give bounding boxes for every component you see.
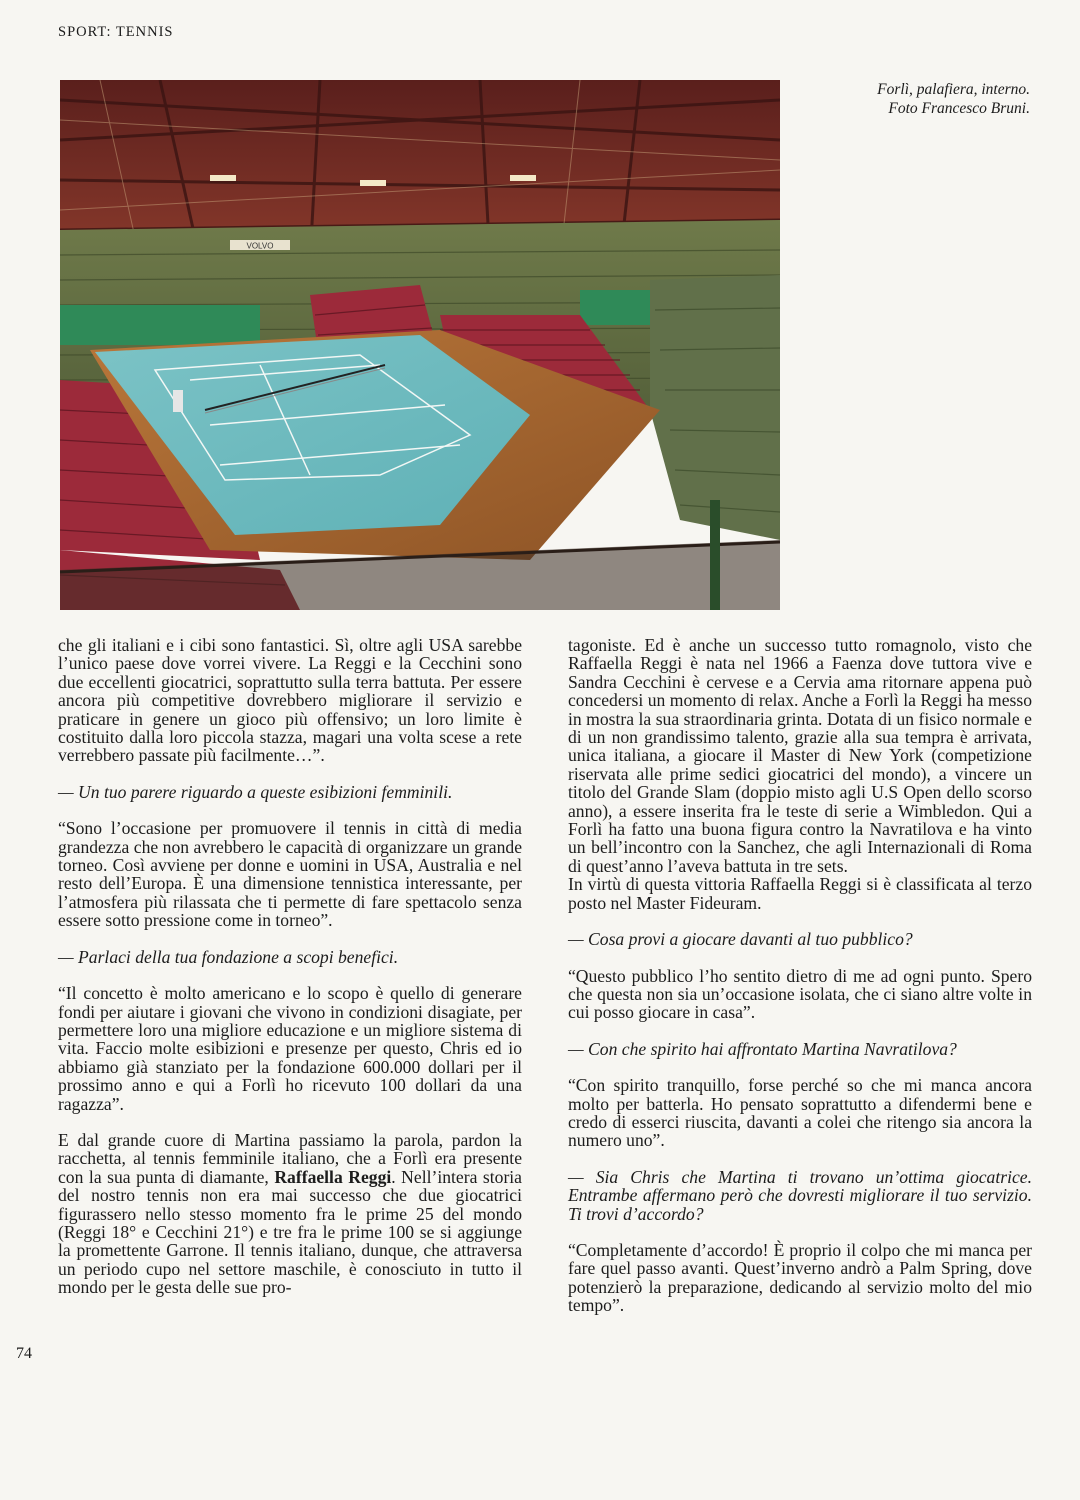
left-paragraph-2: “Sono l’occasione per promuovere il tennis in città di media grandezza che non avrebbero le capacità di organizzare un grande torneo. Così avviene per donne e uomini in USA, Australia e nel resto dell’Europa. È una dimensione tennistica interessante, per l’atmosfera più rilassata che ti permette di fare spettacolo senza essere sotto pressione come in torneo”. — [58, 818, 522, 931]
page-number: 74 — [16, 1345, 32, 1362]
left-paragraph-4 — [58, 1131, 522, 1297]
left-paragraph-3: “Il concetto è molto americano e lo scopo è quello di generare fondi per aiutare i giovani che vivono in condizioni disagiate, per permettere loro una migliore educazione e un migliore sistema di vita. Faccio molte esibizioni e presenze per questo, Chris ed io abbiamo già stanziato per la fondazione 600.000 dollari per il prossimo anno e qui a Forlì ho ricevuto 100 dollari da una ragazza”. — [58, 983, 522, 1114]
left-paragraph-4-end: . Nell’intera storia del nostro tennis non era mai successo che due giocatrici figurassero nello stesso momento fra le prime 25 del mondo (Reggi 18° e Cecchini 21°) e tre fra le prime 100 se si aggiunge la promettente Garrone. Il tennis italiano, dunque, che attraversa un periodo cupo nel settore maschile, è conosciuto in tutto il mondo per le gesta delle sue pro- — [58, 1166, 522, 1298]
player-name-bold: Raffaella Reggi — [274, 1166, 392, 1187]
caption-line-2: Foto Francesco Bruni. — [888, 100, 1030, 117]
photo-caption — [820, 80, 1030, 118]
right-question-3: — Sia Chris che Martina ti trovano un’ottima giocatrice. Entrambe affermano però che dovresti migliorare il tuo servizio. Ti trovi d’accordo? — [568, 1166, 1032, 1224]
left-paragraph-4-start: E dal grande cuore di Martina passiamo la parola, pardon la racchetta, al tennis femminile italiano, che a Forlì era presente con la sua punta di diamante, — [58, 1129, 522, 1187]
arena-photo — [60, 80, 780, 610]
right-question-1: — Cosa provi a giocare davanti al tuo pubblico? — [568, 929, 913, 950]
left-column — [58, 636, 522, 1297]
right-column — [568, 636, 1032, 1333]
right-paragraph-5: “Completamente d’accordo! È proprio il colpo che mi manca per fare quel passo avanti. Quest’inverno andrò a Palm Spring, dove potenzierò la preparazione, dedicando al servizio molto del mio tempo”. — [568, 1239, 1032, 1316]
arena-banner: VOLVO — [246, 241, 274, 251]
right-paragraph-4: “Con spirito tranquillo, forse perché so che mi manca ancora molto per batterla. Ho pensato soprattutto a difendermi bene e credo di esserci riuscita, davanti a colei che ritengo sia ancora la numero uno”. — [568, 1075, 1032, 1151]
left-paragraph-1: che gli italiani e i cibi sono fantastici. Sì, oltre agli USA sarebbe l’unico paese dove vorrei vivere. La Reggi e la Cecchini sono due eccellenti giocatrici, soprattutto sulla terra battuta. Per essere ancora più competitive dovrebbero migliorare il servizio e praticare in genere un gioco più offensivo; un loro limite è costituito dalla loro piccola stazza, magari una volta scese a rete verrebbero passate più facilmente…”. — [58, 635, 522, 766]
right-paragraph-1: tagoniste. Ed è anche un successo tutto romagnolo, visto che Raffaella Reggi è nata nel 1966 a Faenza dove tuttora vive e Sandra Cecchini è cervese e a Cervia ama ritornare appena può concedersi un momento di relax. Anche a Forlì la Reggi ha messo in mostra la sua straordinaria grinta. Dotata di un fisico normale e di un non grandissimo talento, grazie alla sua tempra è arrivata, unica italiana, a giocare il Master di New York (competizione riservata alle prime sedici giocatrici del mondo), a vincere un titolo del Grande Slam (doppio misto agli U.S Open dello scorso anno), a essere inserita fra le teste di serie a Wimbledon. Qui a Forlì ha fatto una buona figura contro la Navratilova e ha vinto un bell’incontro con la Sanchez, che agli Internazionali di Roma di quest’anno l’aveva battuta in tre sets. — [568, 635, 1032, 876]
left-question-2: — Parlaci della tua fondazione a scopi benefici. — [58, 946, 399, 967]
section-header: SPORT: TENNIS — [58, 24, 174, 40]
left-question-1: — Un tuo parere riguardo a queste esibizioni femminili. — [58, 781, 453, 802]
arena-illustration — [60, 80, 780, 610]
right-question-2: — Con che spirito hai affrontato Martina Navratilova? — [568, 1038, 957, 1059]
caption-line-1: Forlì, palafiera, interno. — [877, 81, 1030, 98]
right-paragraph-3: “Questo pubblico l’ho sentito dietro di me ad ogni punto. Spero che questa non sia un’occasione isolata, che ci siano altre volte in cui posso giocare in casa”. — [568, 965, 1032, 1023]
right-paragraph-2: In virtù di questa vittoria Raffaella Reggi si è classificata al terzo posto nel Master Fideuram. — [568, 874, 1032, 913]
